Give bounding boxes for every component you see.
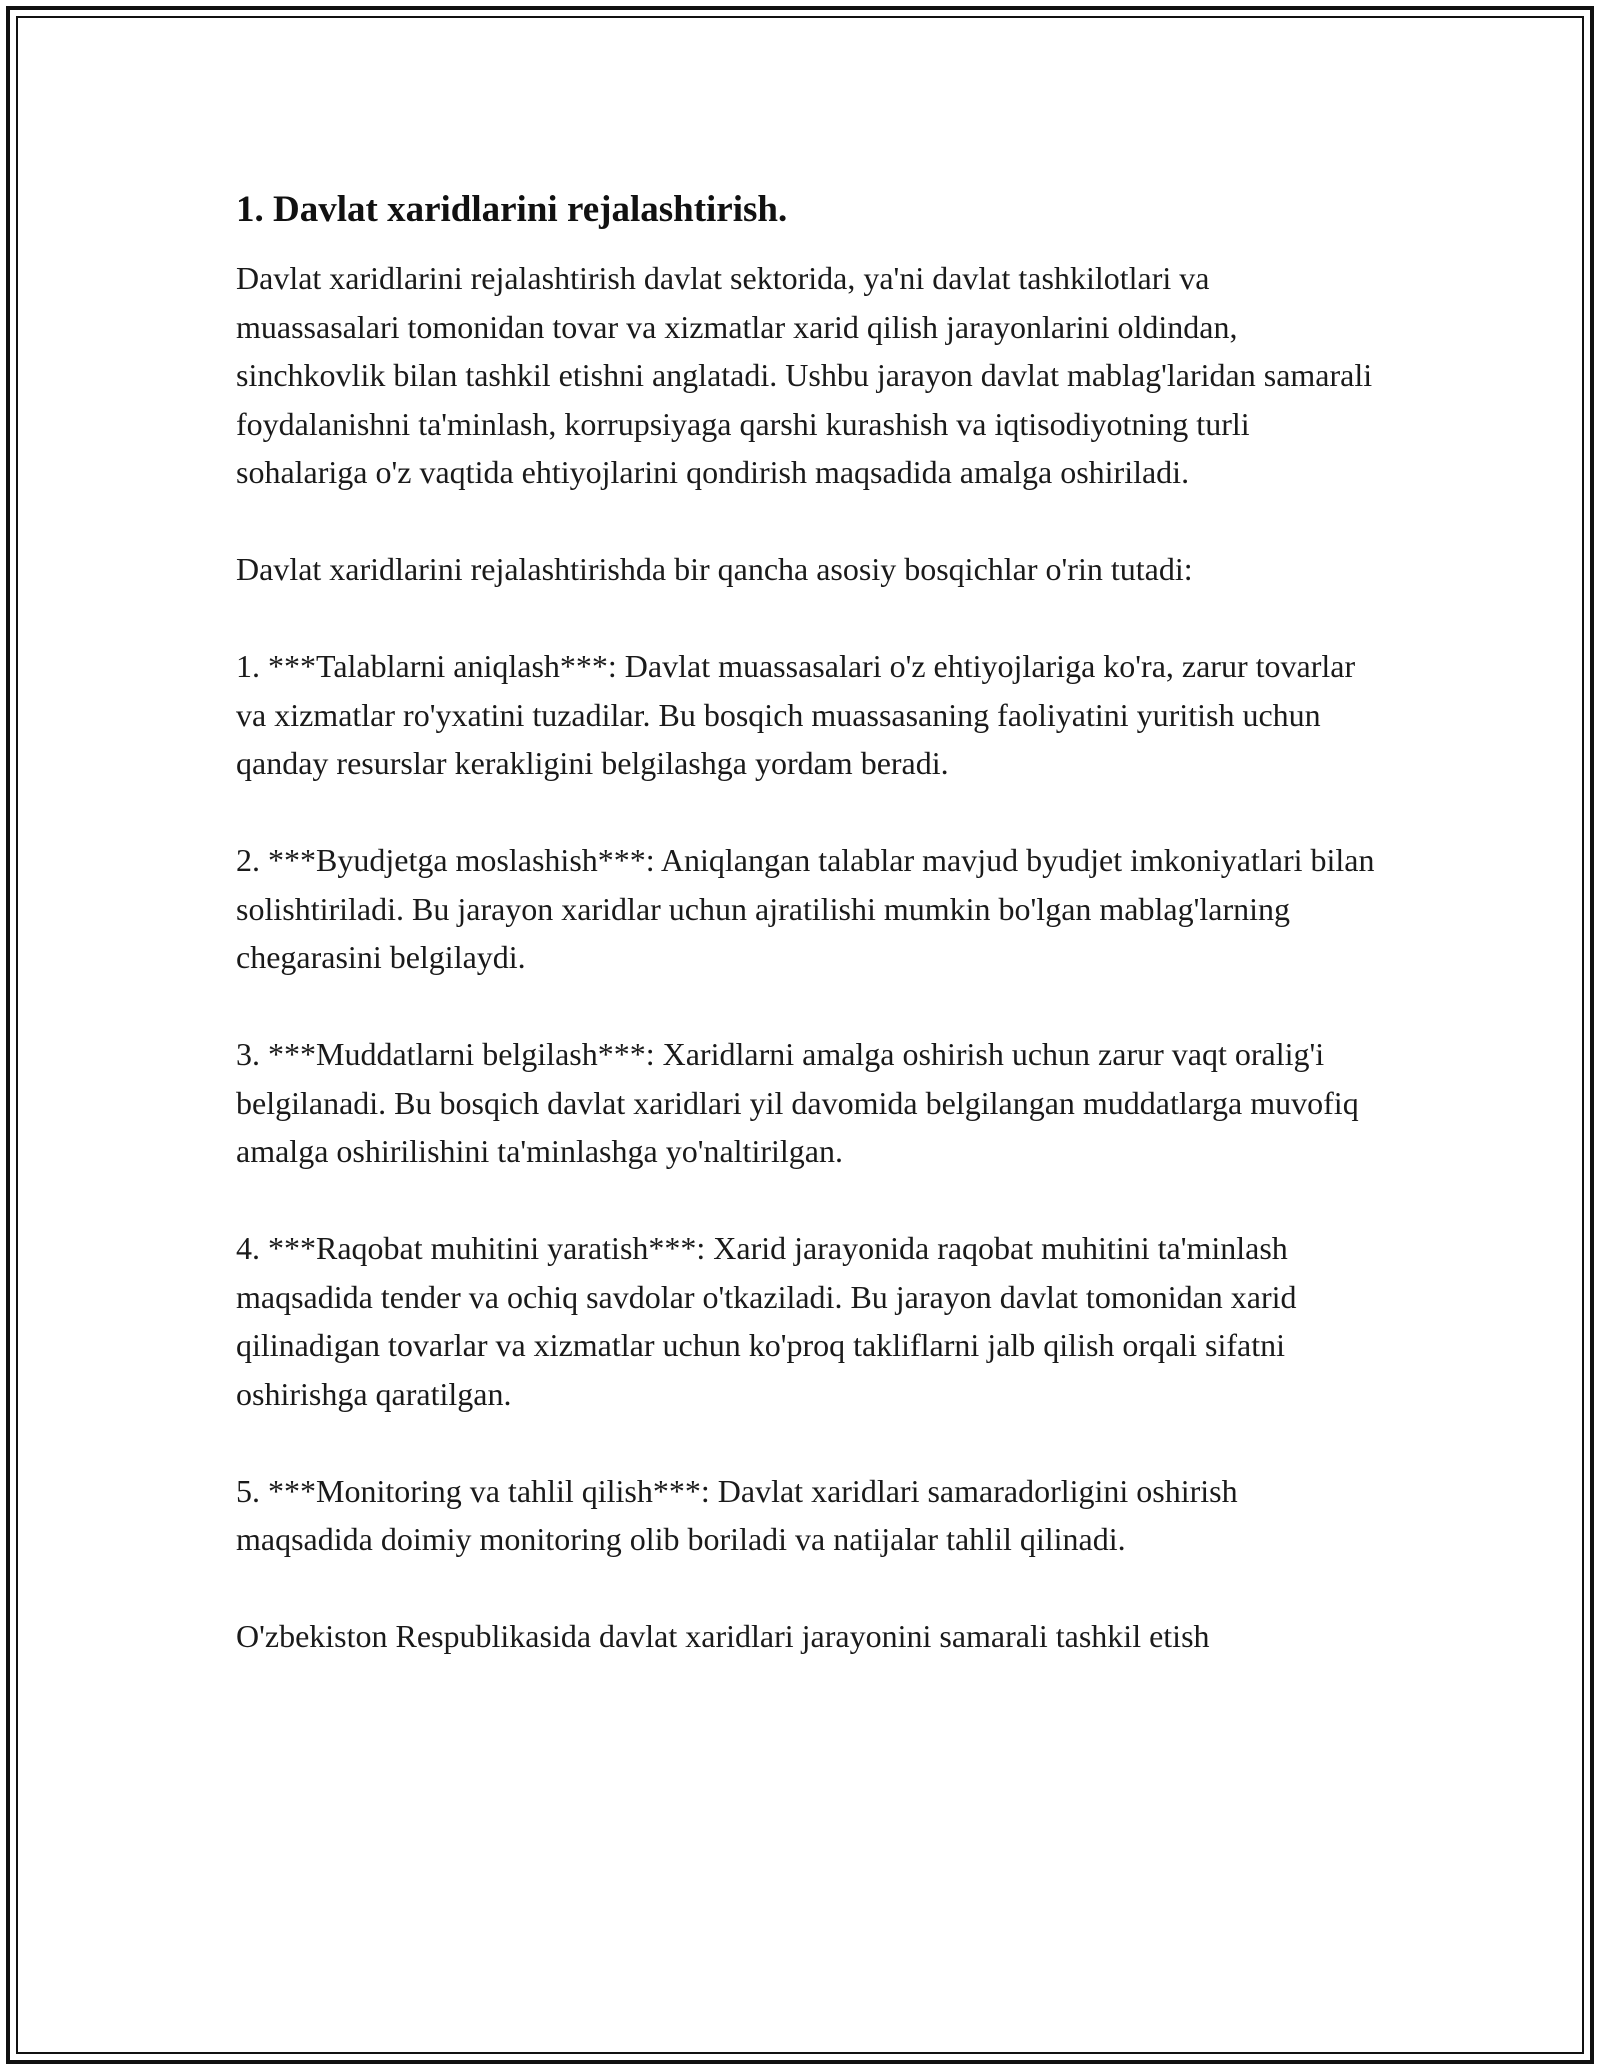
- list-item-competition: 4. ***Raqobat muhitini yaratish***: Xarid jarayonida raqobat muhitini ta'minlash maqsadida tender va ochiq savdolar o'tkaziladi. Bu jarayon davlat tomonidan xarid qilinadigan tovarlar va xizmatlar uchun ko'proq takliflarni jalb qilish orqali sifatni oshirishga qaratilgan.: [236, 1230, 1297, 1412]
- document-body: [236, 186, 1376, 1661]
- paragraph-closing: O'zbekiston Respublikasida davlat xaridlari jarayonini samarali tashkil etish: [236, 1618, 1210, 1654]
- list-item-deadlines: 3. ***Muddatlarni belgilash***: Xaridlarni amalga oshirish uchun zarur vaqt oralig'i belgilanadi. Bu bosqich davlat xaridlari yil davomida belgilangan muddatlarga muvofiq amalga oshirilishini ta'minlashga yo'naltirilgan.: [236, 1036, 1359, 1169]
- list-item-monitoring: 5. ***Monitoring va tahlil qilish***: Davlat xaridlari samaradorligini oshirish maqsadida doimiy monitoring olib boriladi va natijalar tahlil qilinadi.: [236, 1472, 1238, 1557]
- list-item-requirements: 1. ***Talablarni aniqlash***: Davlat muassasalari o'z ehtiyojlariga ko'ra, zarur tovarlar va xizmatlar ro'yxatini tuzadilar. Bu bosqich muassasaning faoliyatini yuritish uchun qanday resurslar kerakligini belgilashga yordam beradi.: [236, 648, 1356, 781]
- list-item-budget: 2. ***Byudjetga moslashish***: Aniqlangan talablar mavjud byudjet imkoniyatlari bilan solishtiriladi. Bu jarayon xaridlar uchun ajratilishi mumkin bo'lgan mablag'larning chegarasini belgilaydi.: [236, 842, 1375, 975]
- paragraph-intro: Davlat xaridlarini rejalashtirish davlat sektorida, ya'ni davlat tashkilotlari va muassasalari tomonidan tovar va xizmatlar xarid qilish jarayonlarini oldindan, sinchkovlik bilan tashkil etishni anglatadi. Ushbu jarayon davlat mablag'laridan samarali foydalanishni ta'minlash, korrupsiyaga qarshi kurashish va iqtisodiyotning turli sohalariga o'z vaqtida ehtiyojlarini qondirish maqsadida amalga oshiriladi.: [236, 260, 1373, 490]
- paragraph-stages-intro: Davlat xaridlarini rejalashtirishda bir qancha asosiy bosqichlar o'rin tutadi:: [236, 551, 1193, 587]
- section-heading: 1. Davlat xaridlarini rejalashtirish.: [236, 189, 788, 230]
